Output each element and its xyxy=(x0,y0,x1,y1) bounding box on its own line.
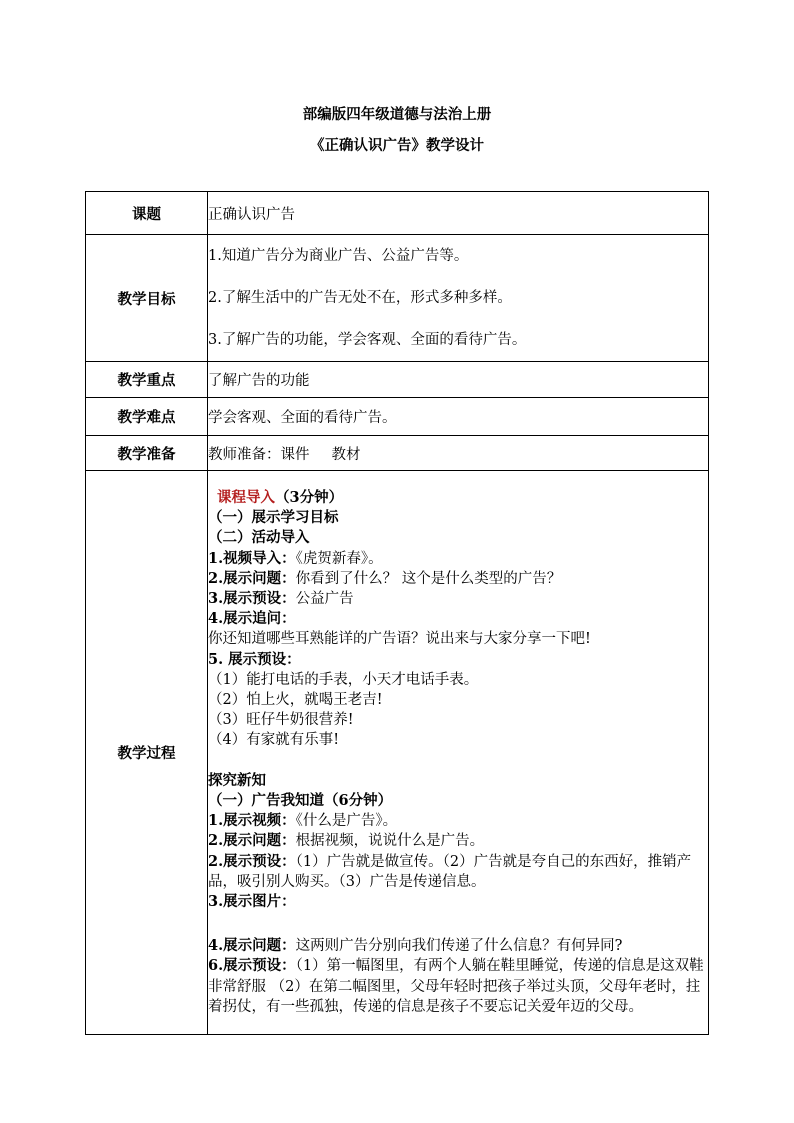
process-line: 5. 展示预设： xyxy=(208,650,301,668)
table-row-topic xyxy=(86,192,709,235)
process-line: 4.展示问题：这两则广告分别向我们传递了什么信息？有何异同? xyxy=(208,937,623,955)
process-line: 3.展示图片： xyxy=(208,893,296,911)
subheading: （一）广告我知道（6分钟） xyxy=(208,792,393,809)
value-topic: 正确认识广告 xyxy=(208,192,709,235)
process-line: 2.展示问题：你看到了什么？ 这个是什么类型的广告？ xyxy=(208,569,562,587)
goal-item: 1.知道广告分为商业广告、公益广告等。 xyxy=(208,248,469,264)
section-heading-explore: 探究新知 xyxy=(208,771,266,789)
label-key-point: 教学重点 xyxy=(86,362,208,398)
process-line: 4.展示追问： xyxy=(208,610,296,628)
value-goals xyxy=(208,235,709,362)
value-key-point: 了解广告的功能 xyxy=(208,362,709,398)
label-topic: 课题 xyxy=(86,192,208,235)
prep-courseware: 教师准备：课件 xyxy=(208,446,310,463)
value-preparation xyxy=(208,436,709,471)
lesson-plan-table xyxy=(85,191,709,1035)
preset-item: （2）怕上火，就喝王老吉! xyxy=(208,692,383,708)
label-difficulty: 教学难点 xyxy=(86,398,208,436)
process-line: 3.展示预设：公益广告 xyxy=(208,589,354,607)
process-line: 1.展示视频：《什么是广告》。 xyxy=(208,812,398,830)
label-goals: 教学目标 xyxy=(86,235,208,362)
preset-item: （1）能打电话的手表，小天才电话手表。 xyxy=(208,671,479,688)
table-row-difficulty xyxy=(86,398,709,436)
process-line: 2.展示问题：根据视频，说说什么是广告。 xyxy=(208,832,485,850)
goal-item: 3.了解广告的功能，学会客观、全面的看待广告。 xyxy=(208,332,527,348)
prep-textbook: 教材 xyxy=(331,446,361,463)
label-process: 教学过程 xyxy=(86,471,208,1035)
preset-item: （4）有家就有乐事! xyxy=(208,732,340,749)
label-preparation: 教学准备 xyxy=(86,436,208,471)
process-line: 1.视频导入：《虎贺新春》。 xyxy=(208,549,383,567)
process-line: 2.展示预设：（1）广告就是做宣传。（2）广告就是夸自己的东西好，推销产品，吸引别人购买。（3）广告是传递信息。 xyxy=(208,852,692,890)
table-row-goals xyxy=(86,235,709,362)
section-heading-intro: 课程导入（3分钟） xyxy=(217,488,344,506)
preset-item: （3）旺仔牛奶很营养! xyxy=(208,712,354,729)
table-row-key-point xyxy=(86,362,709,398)
goal-item: 2.了解生活中的广告无处不在，形式多种多样。 xyxy=(208,290,512,306)
subheading: （二）活动导入 xyxy=(208,529,310,547)
document-subtitle: 《正确认识广告》教学设计 xyxy=(310,137,484,154)
value-process xyxy=(208,471,709,1035)
value-difficulty: 学会客观、全面的看待广告。 xyxy=(208,398,709,436)
process-line: 6.展示预设：（1）第一幅图里，有两个人躺在鞋里睡觉，传递的信息是这双鞋非常舒服 （2）在第二幅图里，父母年轻时把孩子举过头顶，父母年老时，拄着拐仗，有一些孤独，传递的信息是孩子不要忘记关爱年迈的父母。 xyxy=(208,957,704,1015)
document-title: 部编版四年级道德与法治上册 xyxy=(302,106,492,123)
subheading: （一）展示学习目标 xyxy=(208,509,339,527)
table-row-preparation xyxy=(86,436,709,471)
process-line: 你还知道哪些耳熟能详的广告语？说出来与大家分享一下吧! xyxy=(208,631,591,648)
table-row-process xyxy=(86,471,709,1035)
